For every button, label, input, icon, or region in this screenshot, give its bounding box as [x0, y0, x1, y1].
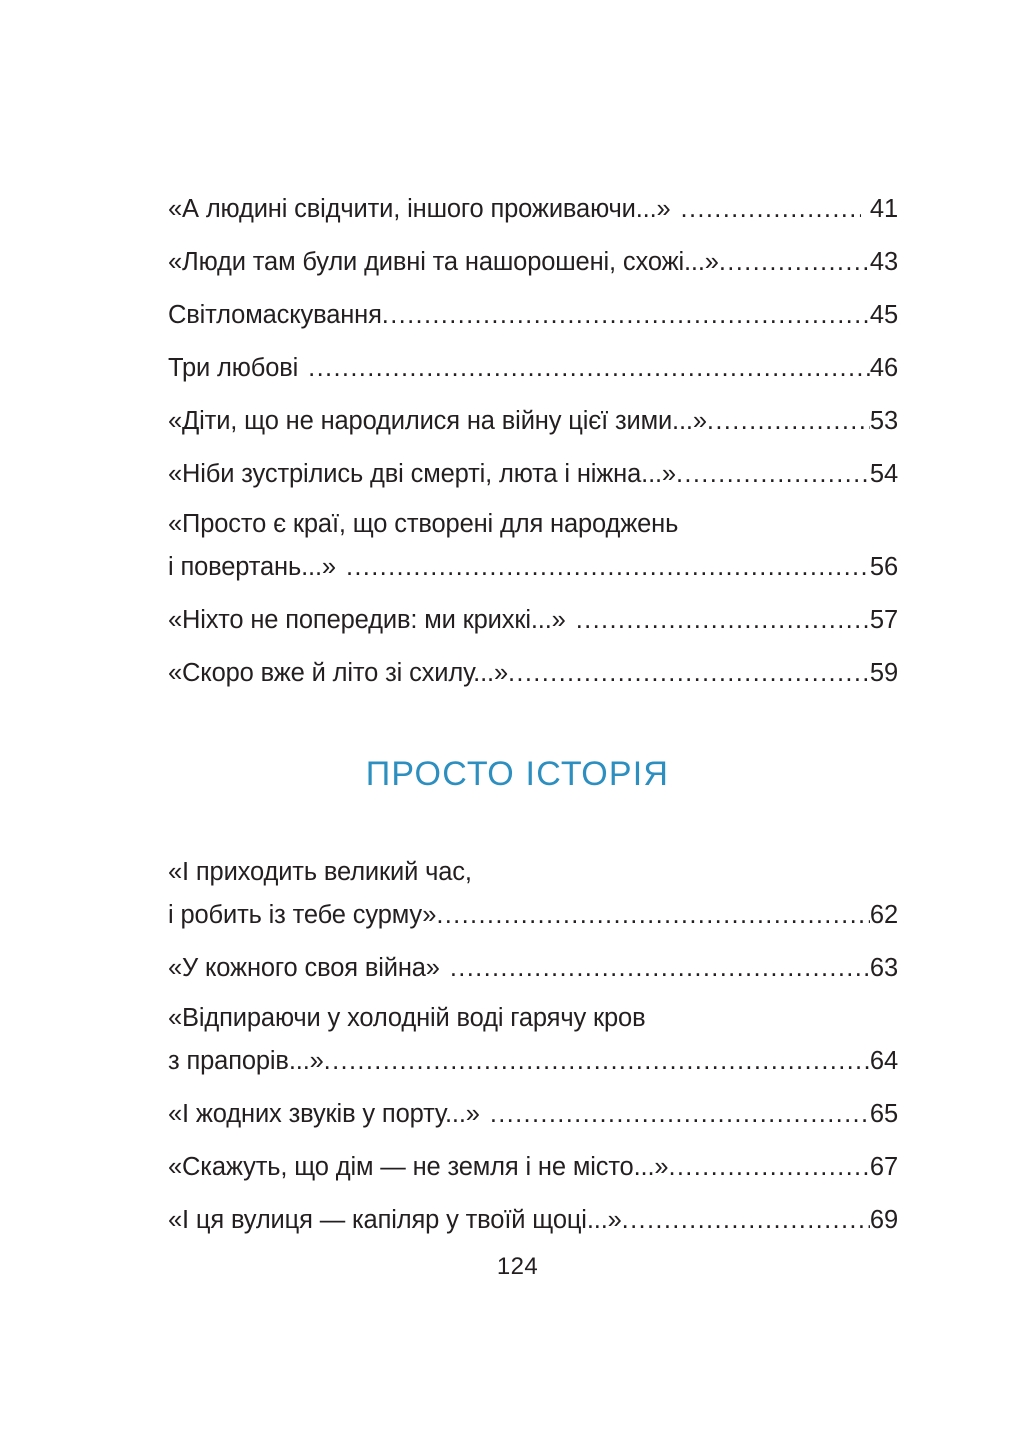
- toc-entry-leader-row: [168, 1038, 898, 1085]
- section-heading-prosto-istoria: ПРОСТО ІСТОРІЯ: [365, 755, 670, 793]
- toc-entry-page-number: 64: [869, 1047, 898, 1075]
- toc-dot-leader: [382, 303, 870, 329]
- toc-entry-title-line: «І приходить великий час,: [168, 858, 472, 886]
- toc-entry-title-line: «У кожного своя війна»: [168, 954, 440, 982]
- toc-entry-leader-row: [168, 345, 898, 392]
- toc-entry-title-line: з прапорів...»: [168, 1047, 324, 1075]
- toc-entry-leader-row: [168, 650, 898, 697]
- toc-entry-page-number: 57: [869, 606, 898, 634]
- toc-entry-leader-row: [168, 1091, 898, 1138]
- toc-section-two: [168, 852, 898, 1250]
- toc-entry[interactable]: [168, 650, 898, 697]
- toc-entry-leader-row: [168, 186, 898, 233]
- toc-entry-page-number: 41: [869, 195, 898, 223]
- toc-entry-page-number: 45: [869, 301, 898, 329]
- toc-entry[interactable]: [168, 186, 898, 233]
- toc-entry[interactable]: [168, 945, 898, 992]
- toc-entry[interactable]: [168, 852, 898, 939]
- toc-entry-title-line: і повертань...»: [168, 553, 336, 581]
- toc-entry-page-number: 62: [869, 901, 898, 929]
- toc-entry-title-line: «Діти, що не народилися на війну цієї зими...»: [168, 407, 707, 435]
- toc-entry-title-line: і робить із тебе сурму»: [168, 901, 437, 929]
- toc-entry-leader-row: [168, 597, 898, 644]
- toc-entry-title-line: «Скоро вже й літо зі схилу...»: [168, 659, 508, 687]
- toc-entry-title-line: «А людині свідчити, іншого проживаючи...»: [168, 195, 671, 223]
- toc-entry[interactable]: [168, 504, 898, 591]
- toc-dot-leader: [480, 1102, 870, 1128]
- toc-entry-leader-row: [168, 451, 898, 498]
- toc-entry[interactable]: [168, 239, 898, 286]
- toc-dot-leader: [440, 956, 870, 982]
- toc-dot-leader: [336, 555, 870, 581]
- toc-entry-title-line: «Відпираючи у холодній воді гарячу кров: [168, 1004, 646, 1032]
- toc-entry-page-number: 67: [869, 1153, 898, 1181]
- toc-entry-page-number: 46: [869, 354, 898, 382]
- toc-entry-title-line: «Ніби зустрілись дві смерті, люта і ніжна...»: [168, 460, 676, 488]
- toc-entry[interactable]: [168, 998, 898, 1085]
- toc-entry-title-line: «І ця вулиця — капіляр у твоїй щоці...»: [168, 1206, 622, 1234]
- toc-entry[interactable]: [168, 398, 898, 445]
- toc-entry[interactable]: [168, 451, 898, 498]
- toc-entry-page-number: 43: [869, 248, 898, 276]
- toc-dot-leader: [676, 462, 870, 488]
- toc-entry[interactable]: [168, 1197, 898, 1244]
- toc-entry-leader-row: [168, 398, 898, 445]
- toc-dot-leader: [508, 661, 870, 687]
- toc-entry[interactable]: [168, 597, 898, 644]
- toc-dot-leader: [707, 409, 870, 435]
- toc-entry-leader-row: [168, 1144, 898, 1191]
- toc-entry-leader-row: [168, 544, 898, 591]
- toc-dot-leader: [566, 608, 870, 634]
- toc-entry-page-number: 65: [869, 1100, 898, 1128]
- toc-entry-leader-row: [168, 292, 898, 339]
- toc-entry-title-line: Світломаскування: [168, 301, 382, 329]
- toc-entry-title-line: Три любові: [168, 354, 299, 382]
- toc-entry-title-line: «І жодних звуків у порту...»: [168, 1100, 480, 1128]
- page-folio-number: 124: [496, 1253, 539, 1280]
- toc-section-one: [168, 186, 898, 703]
- toc-entry-title-line: «Скажуть, що дім — не земля і не місто...»: [168, 1153, 669, 1181]
- toc-dot-leader: [719, 250, 870, 276]
- toc-entry[interactable]: [168, 1091, 898, 1138]
- toc-entry-leader-row: [168, 892, 898, 939]
- toc-entry-leader-row: [168, 945, 898, 992]
- toc-entry-page-number: 69: [869, 1206, 898, 1234]
- toc-entry-leader-row: [168, 239, 898, 286]
- toc-dot-leader: [298, 356, 870, 382]
- toc-entry-title-line: «Просто є краї, що створені для народжень: [168, 510, 679, 538]
- toc-entry-page-number: 54: [869, 460, 898, 488]
- toc-entry-page-number: 63: [869, 954, 898, 982]
- toc-entry-page-number: 59: [869, 659, 898, 687]
- toc-dot-leader: [324, 1049, 870, 1075]
- toc-entry-title-line: «Люди там були дивні та нашорошені, схожі...»: [168, 248, 719, 276]
- toc-entry[interactable]: [168, 292, 898, 339]
- toc-entry-page-number: 53: [869, 407, 898, 435]
- toc-entry[interactable]: [168, 345, 898, 392]
- toc-dot-leader: [436, 903, 870, 929]
- toc-entry-leader-row: [168, 1197, 898, 1244]
- toc-dot-leader: [671, 197, 861, 223]
- toc-dot-leader: [668, 1155, 869, 1181]
- toc-dot-leader: [622, 1208, 870, 1234]
- toc-entry-page-number: 56: [869, 553, 898, 581]
- toc-entry[interactable]: [168, 1144, 898, 1191]
- toc-entry-title-line: «Ніхто не попередив: ми крихкі...»: [168, 606, 566, 634]
